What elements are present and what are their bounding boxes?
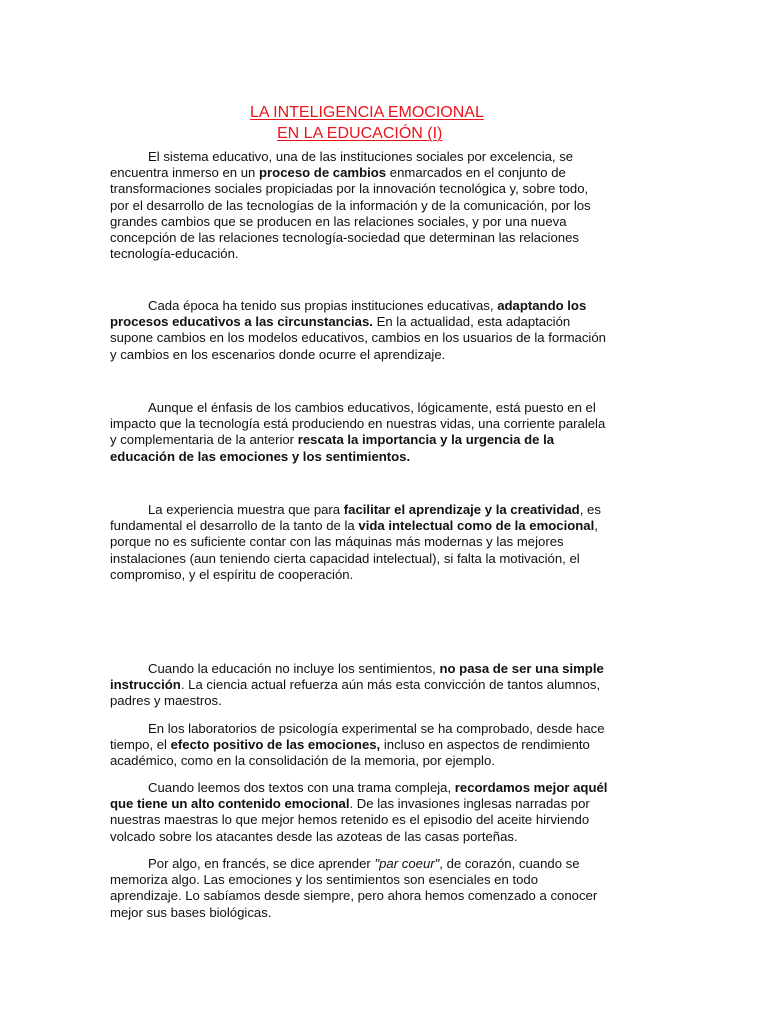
paragraph-line [110, 181, 650, 197]
bold-text: no pasa de ser una simple [439, 661, 604, 676]
text-run: tecnología-educación. [110, 246, 239, 262]
text-run: El sistema educativo, una de las instituciones sociales por excelencia, se [148, 149, 574, 164]
paragraph-line [110, 314, 650, 330]
paragraph-line [110, 872, 650, 888]
text-run: , [594, 518, 598, 534]
paragraph-line [110, 567, 650, 583]
paragraph-line [110, 693, 650, 709]
paragraph-line [110, 165, 650, 181]
text-run: Aunque el énfasis de los cambios educativos, lógicamente, está puesto en el [148, 400, 596, 415]
paragraph-line [110, 400, 650, 416]
bold-text: educación de las emociones y los sentimientos. [110, 448, 411, 464]
paragraph-line [110, 721, 650, 737]
bold-text: instrucción [110, 677, 181, 693]
bold-text: que tiene un alto contenido emocional [110, 796, 350, 812]
text-run: enmarcados en el conjunto de [386, 165, 566, 181]
bold-text: facilitar el aprendizaje y la creatividad [343, 502, 580, 517]
paragraph [110, 502, 650, 583]
text-run: padres y maestros. [110, 693, 222, 709]
text-run: y complementaria de la anterior [110, 432, 298, 448]
italic-text: "par coeur" [374, 856, 440, 871]
paragraph [110, 661, 650, 710]
paragraph-line [110, 214, 650, 230]
bold-text: efecto positivo de las emociones, [170, 737, 381, 753]
paragraph-line [110, 905, 650, 921]
paragraph-line [110, 753, 650, 769]
paragraph [110, 298, 650, 363]
bold-text: procesos educativos a las circunstancias. [110, 314, 373, 330]
text-run: Cuando la educación no incluye los sentimientos, [148, 661, 440, 676]
paragraph [110, 780, 650, 845]
paragraph-line [110, 780, 650, 796]
paragraph-line [110, 298, 650, 314]
text-run: . De las invasiones inglesas narradas por [349, 796, 590, 812]
paragraph [110, 400, 650, 465]
bold-text: adaptando los [497, 298, 587, 313]
bold-text: proceso de cambios [259, 165, 387, 181]
text-run: En la actualidad, esta adaptación [372, 314, 571, 330]
paragraph-line [110, 518, 650, 534]
paragraph-line [110, 330, 650, 346]
text-run: instalaciones (aun teniendo cierta capacidad intelectual), si falta la motivación, el [110, 550, 580, 566]
text-run: compromiso, y el espíritu de cooperación. [110, 566, 354, 582]
paragraph-line [110, 677, 650, 693]
paragraph [110, 721, 650, 770]
text-run: aprendizaje. Lo sabíamos desde siempre, pero ahora hemos comenzado a conocer [110, 888, 598, 904]
bold-text: vida intelectual como de la emocional [358, 518, 595, 534]
text-run: . La ciencia actual refuerza aún más esta convicción de tantos alumnos, [180, 677, 601, 693]
text-run: tiempo, el [110, 737, 171, 753]
paragraph-line [110, 534, 650, 550]
text-run: nuestras maestras lo que mejor hemos retenido es el episodio del aceite hirviendo [110, 812, 590, 828]
paragraph-line [110, 230, 650, 246]
paragraph-line [110, 246, 650, 262]
text-run: porque no es suficiente contar con las máquinas más modernas y las mejores [110, 534, 564, 550]
text-run: encuentra inmerso en un [110, 165, 260, 181]
text-run: mejor sus bases biológicas. [110, 904, 272, 920]
text-run: La experiencia muestra que para [148, 502, 344, 517]
text-run: memoriza algo. Las emociones y los sentimientos son esenciales en todo [110, 872, 539, 888]
paragraph-line [110, 502, 650, 518]
paragraph-line [110, 149, 650, 165]
bold-text: recordamos mejor aquél [454, 780, 608, 795]
text-run: grandes cambios que se producen en las relaciones sociales, y por una nueva [110, 213, 567, 229]
paragraph-line [110, 432, 650, 448]
paragraph-line [110, 856, 650, 872]
paragraph-line [110, 198, 650, 214]
paragraph-line [110, 551, 650, 567]
text-run: incluso en aspectos de rendimiento [380, 737, 590, 753]
text-run: volcado sobre los atacantes desde las azoteas de las casas porteñas. [110, 828, 518, 844]
text-run: , de corazón, cuando se [439, 856, 580, 871]
paragraph-line [110, 888, 650, 904]
text-run: impacto que la tecnología está produciendo en nuestras vidas, una corriente paralela [110, 416, 606, 432]
paragraph-line [110, 829, 650, 845]
text-run: Por algo, en francés, se dice aprender [148, 856, 375, 871]
paragraph-line [110, 347, 650, 363]
paragraph-line [110, 812, 650, 828]
text-run: transformaciones sociales propiciadas por la innovación tecnológica y, sobre todo, [110, 181, 589, 197]
paragraph [110, 149, 650, 262]
paragraph-line [110, 661, 650, 677]
text-run: y cambios en los escenarios donde ocurre el aprendizaje. [110, 346, 446, 362]
paragraph [110, 856, 650, 921]
text-run: Cuando leemos dos textos con una trama compleja, [148, 780, 455, 795]
text-run: En los laboratorios de psicología experimental se ha comprobado, desde hace [148, 721, 605, 736]
paragraph-line [110, 416, 650, 432]
text-run: fundamental el desarrollo de la tanto de la [110, 518, 359, 534]
document-title-line-1: LA INTELIGENCIA EMOCIONAL [250, 104, 484, 121]
bold-text: rescata la importancia y la urgencia de la [297, 432, 555, 448]
text-run: , es [579, 502, 601, 517]
paragraph-line [110, 796, 650, 812]
text-run: supone cambios en los modelos educativos, cambios en los usuarios de la formación [110, 330, 606, 346]
text-run: académico, como en la consolidación de la memoria, por ejemplo. [110, 753, 495, 769]
text-run: por el desarrollo de las tecnologías de la información y de la comunicación, por los [110, 197, 591, 213]
document-title-line-2: EN LA EDUCACIÓN (I) [277, 125, 443, 142]
paragraph-line [110, 737, 650, 753]
text-run: Cada época ha tenido sus propias instituciones educativas, [148, 298, 498, 313]
text-run: concepción de las relaciones tecnología-sociedad que determinan las relaciones [110, 230, 579, 246]
paragraph-line [110, 449, 650, 465]
